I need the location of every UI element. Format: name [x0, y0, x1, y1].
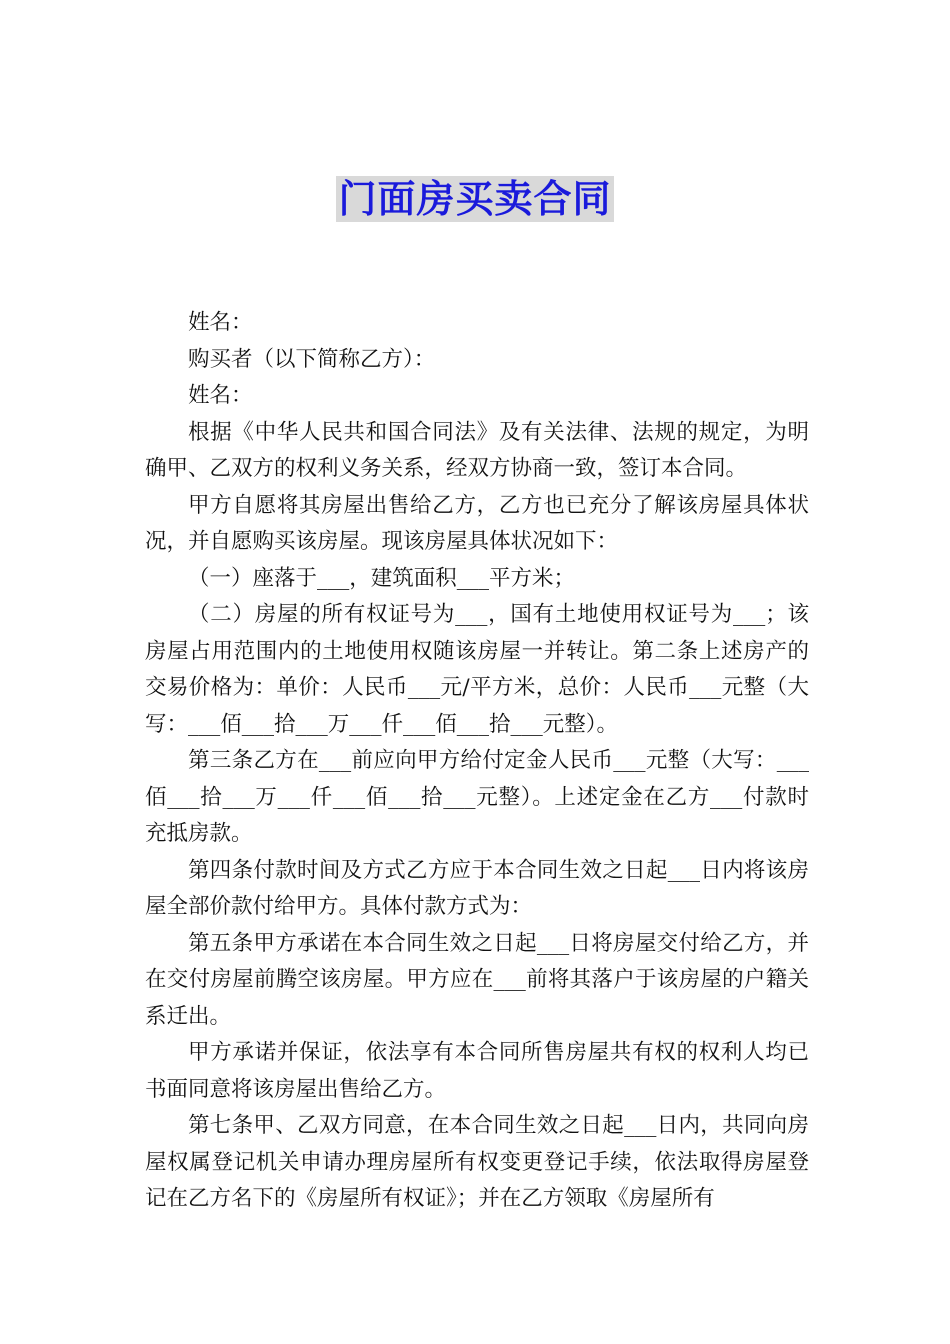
document-body: [145, 305, 809, 1218]
paragraph-buyer-heading: 购买者（以下简称乙方）：: [188, 346, 436, 372]
paragraph-location: （一）座落于___，建筑面积___平方米；: [188, 565, 576, 591]
paragraph-article-7: 第七条甲、乙双方同意，在本合同生效之日起___日内，共同向房屋权属登记机关申请办理房屋所有权变更登记手续，依法取得房屋登记在乙方名下的《房屋所有权证》；并在乙方领取《房屋所有: [145, 1113, 809, 1211]
paragraph-seller-name: 姓名：: [188, 310, 253, 335]
paragraph-article-5: 第五条甲方承诺在本合同生效之日起___日将房屋交付给乙方，并在交付房屋前腾空该房屋。甲方应在___前将其落户于该房屋的户籍关系迁出。: [145, 930, 809, 1029]
paragraph-sale-intent: 甲方自愿将其房屋出售给乙方，乙方也已充分了解该房屋具体状况，并自愿购买该房屋。现该房屋具体状况如下：: [145, 492, 809, 554]
paragraph-article-4: 第四条付款时间及方式乙方应于本合同生效之日起___日内将该房屋全部价款付给甲方。具体付款方式为：: [145, 857, 809, 919]
paragraph-co-owner-consent: 甲方承诺并保证，依法享有本合同所售房屋共有权的权利人均已书面同意将该房屋出售给乙方。: [145, 1040, 809, 1102]
document-title: 门面房买卖合同: [338, 177, 612, 221]
paragraph-article-3: 第三条乙方在___前应向甲方给付定金人民币___元整（大写：___佰___拾___万___仟___佰___拾___元整）。上述定金在乙方___付款时充抵房款。: [145, 748, 809, 846]
paragraph-ownership-price: （二）房屋的所有权证号为___，国有土地使用权证号为___；该房屋占用范围内的土地使用权随该房屋一并转让。第二条上述房产的交易价格为：单价：人民币___元/平方米，总价：人民币___元整（大写：___佰___拾___万___仟___佰___拾___元整）。: [145, 602, 809, 737]
title-container: [0, 176, 950, 222]
paragraph-buyer-name: 姓名：: [188, 383, 253, 408]
paragraph-preamble: 根据《中华人民共和国合同法》及有关法律、法规的规定，为明确甲、乙双方的权利义务关系，经双方协商一致，签订本合同。: [145, 419, 809, 481]
